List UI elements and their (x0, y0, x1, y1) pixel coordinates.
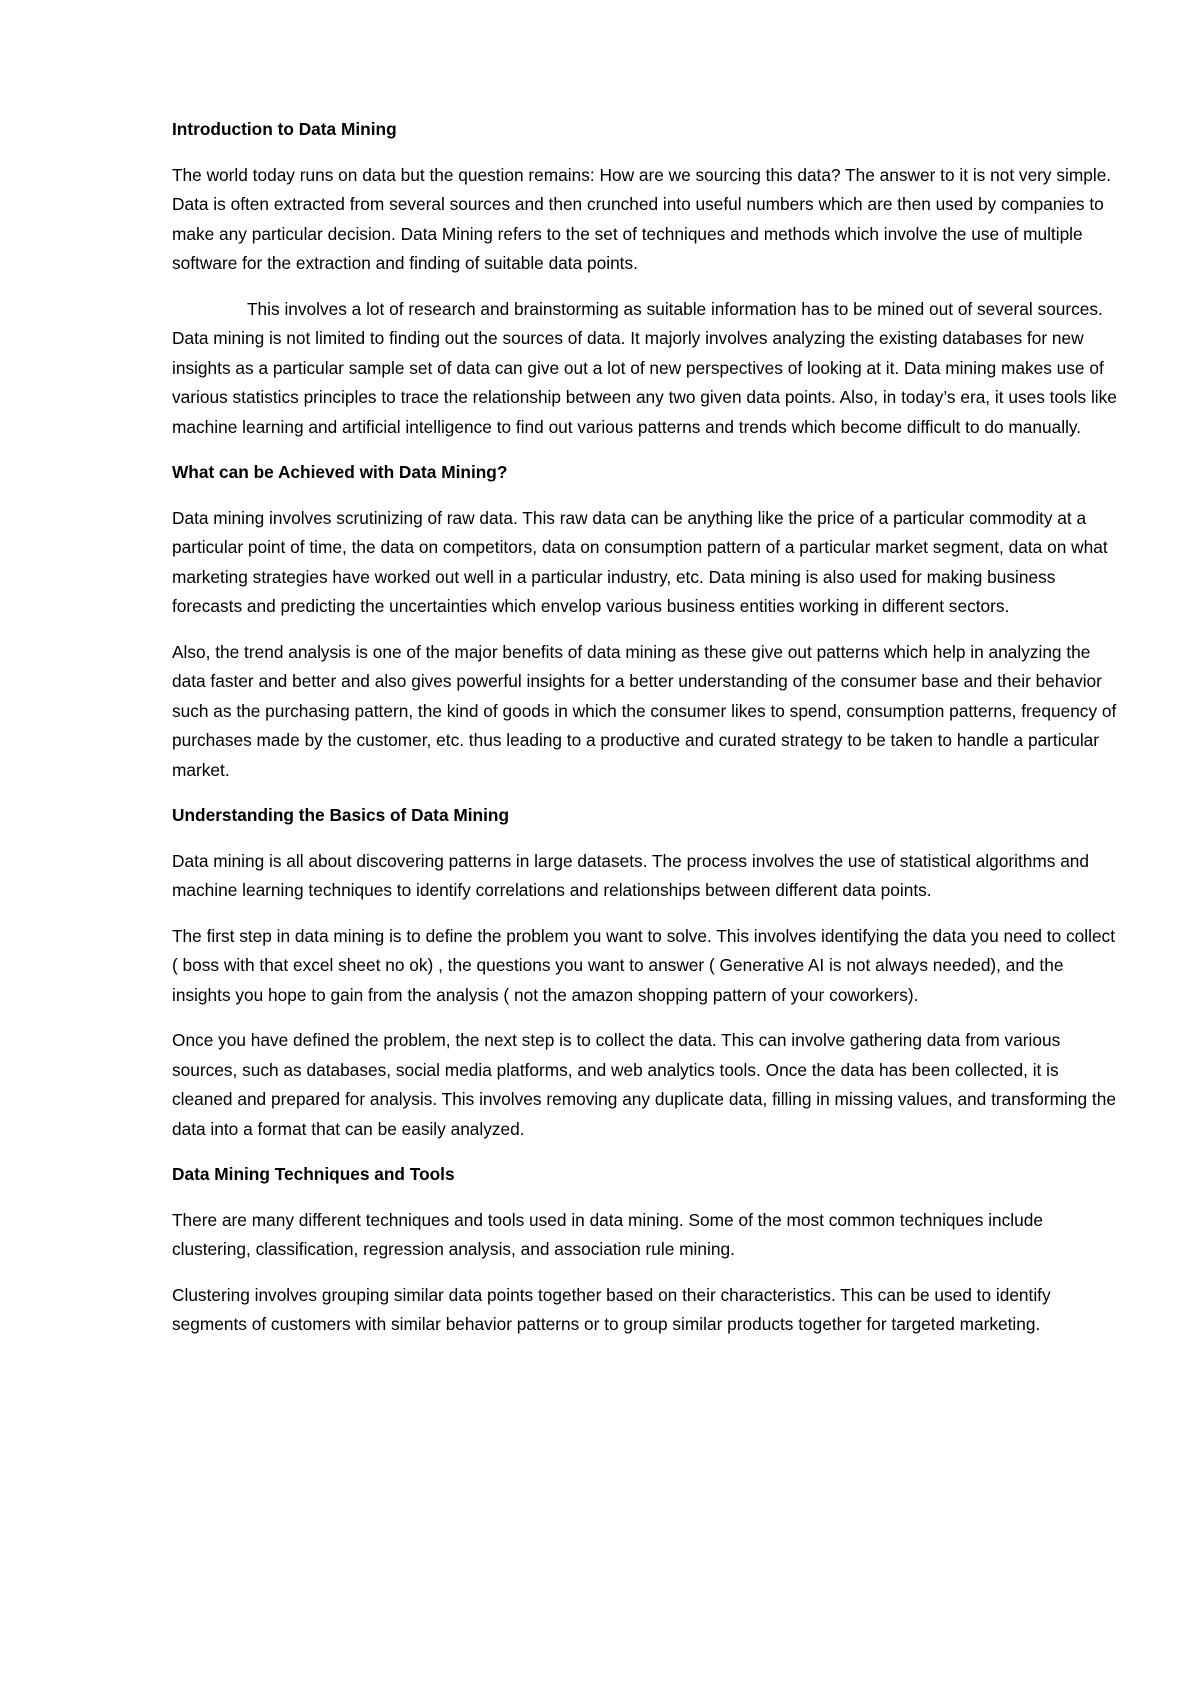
paragraph: Once you have defined the problem, the next step is to collect the data. This can involve gathering data from various sources, such as databases, social media platforms, and web analytics tools. Once the data has been collected, it is cleaned and prepared for analysis. This involves removing any duplicate data, filling in missing values, and transforming the data into a format that can be easily analyzed. (172, 1030, 1116, 1139)
section-heading: Introduction to Data Mining (172, 119, 397, 139)
paragraph: Clustering involves grouping similar data points together based on their characteristics. This can be used to identify segments of customers with similar behavior patterns or to group similar products together for targeted marketing. (172, 1284, 1051, 1334)
paragraph: The world today runs on data but the question remains: How are we sourcing this data? The answer to it is not very simple. Data is often extracted from several sources and then crunched into useful numbers which are then used by companies to make any particular decision. Data Mining refers to the set of techniques and methods which involve the use of multiple software for the extraction and finding of suitable data points. (172, 164, 1112, 273)
paragraph: Data mining is all about discovering patterns in large datasets. The process involves the use of statistical algorithms and machine learning techniques to identify correlations and relationships between different data points. (172, 850, 1090, 900)
section-heading: Understanding the Basics of Data Mining (172, 805, 510, 825)
document-body (172, 115, 1122, 1356)
paragraph: This involves a lot of research and brainstorming as suitable information has to be mined out of several sources. Data mining is not limited to finding out the sources of data. It majorly involves analyzing the existing databases for new insights as a particular sample set of data can give out a lot of new perspectives of looking at it. Data mining makes use of various statistics principles to trace the relationship between any two given data points. Also, in today’s era, it uses tools like machine learning and artificial intelligence to find out various patterns and trends which become difficult to do manually. (172, 298, 1117, 437)
paragraph: The first step in data mining is to define the problem you want to solve. This involves identifying the data you need to collect ( boss with that excel sheet no ok) , the questions you want to answer ( Generative AI is not always needed), and the insights you hope to gain from the analysis ( not the amazon shopping pattern of your coworkers). (172, 925, 1116, 1005)
paragraph: There are many different techniques and tools used in data mining. Some of the most common techniques include clustering, classification, regression analysis, and association rule mining. (172, 1209, 1043, 1259)
paragraph: Also, the trend analysis is one of the major benefits of data mining as these give out patterns which help in analyzing the data faster and better and also gives powerful insights for a better understanding of the consumer base and their behavior such as the purchasing pattern, the kind of goods in which the consumer likes to spend, consumption patterns, frequency of purchases made by the customer, etc. thus leading to a productive and curated strategy to be taken to handle a particular market. (172, 641, 1117, 780)
paragraph: Data mining involves scrutinizing of raw data. This raw data can be anything like the price of a particular commodity at a particular point of time, the data on competitors, data on consumption pattern of a particular market segment, data on what marketing strategies have worked out well in a particular industry, etc. Data mining is also used for making business forecasts and predicting the uncertainties which envelop various business entities working in different sectors. (172, 507, 1108, 616)
section-heading: Data Mining Techniques and Tools (172, 1164, 455, 1184)
section-heading: What can be Achieved with Data Mining? (172, 462, 508, 482)
